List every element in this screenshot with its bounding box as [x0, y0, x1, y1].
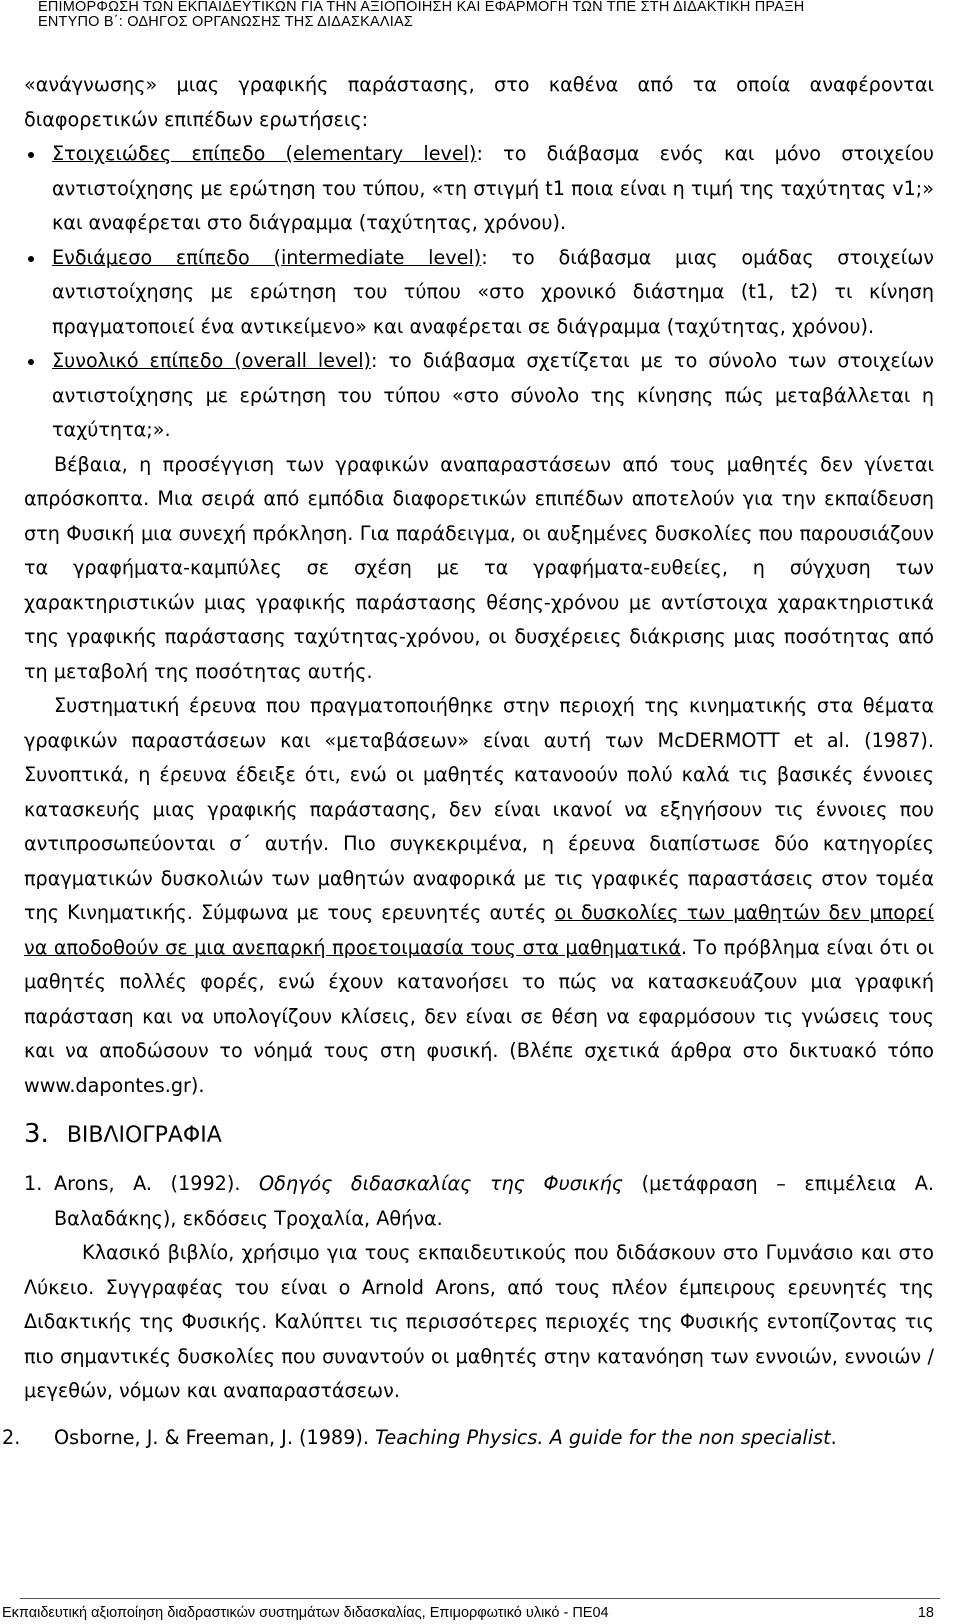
header-line-2: ΕΝΤΥΠΟ Β΄: ΟΔΗΓΟΣ ΟΡΓΑΝΩΣΗΣ ΤΗΣ ΔΙΔΑΣΚΑΛΙΑΣ — [38, 14, 413, 30]
footer-divider — [20, 1598, 940, 1599]
reference-details: . — [830, 1425, 837, 1449]
list-item-term: Στοιχειώδες επίπεδο (elementary level) — [52, 142, 477, 165]
list-item-term: Συνολικό επίπεδο (overall level) — [52, 349, 372, 372]
page-footer — [2, 1604, 952, 1622]
reference-body — [54, 1421, 934, 1456]
paragraph-text: Συστηματική έρευνα που πραγματοποιήθηκε στην περιοχή της κινηματικής στα θέματα γραφικών παραστάσεων και «μεταβάσεων» είναι αυτή των McDERMOTT et al. (1987). Συνοπτικά, η έρευνα έδειξε ότι, ενώ οι μαθητές κατανοούν πολύ καλά τις βασικές έννοιες κατασκευής μιας γραφικής παράστασης, δεν είναι ικανοί να εξηγήσουν τις έννοιες που αντιπροσωπεύονται σ΄ αυτήν. Πιο συγκεκριμένα, η έρευνα διαπίστωσε δύο κατηγορίες πραγματικών δυσκολιών των μαθητών αναφορικά με τις γραφικές παραστάσεις στον τομέα της Κινηματικής. Σύμφωνα με τους ερευνητές αυτές — [24, 694, 934, 924]
list-item-text: : το διάβασμα σχετίζεται με το σύνολο των στοιχείων αντιστοίχησης με ερώτηση του τύπου «στο σύνολο της κίνησης πώς μεταβάλλεται η ταχύτητα;». — [52, 349, 935, 441]
reference-note: Κλασικό βιβλίο, χρήσιμο για τους εκπαιδευτικούς που διδάσκουν στο Γυμνάσιο και στο Λύκειο. Συγγραφέας του είναι ο Arnold Arons, από τους πλέον έμπειρους ερευνητές της Διδακτικής της Φυσικής. Καλύπτει τις περισσότερες περιοχές της Φυσικής εντοπίζοντας τις πιο σημαντικές δυσκολίες που συναντούν οι μαθητές στην κατανόηση των εννοιών, εννοιών / μεγεθών, νόμων και αναπαραστάσεων. — [24, 1241, 934, 1402]
header-line-1: ΕΠΙΜΟΡΦΩΣΗ ΤΩΝ ΕΚΠΑΙΔΕΥΤΙΚΩΝ ΓΙΑ ΤΗΝ ΑΞΙΟΠΟΙΗΣΗ ΚΑΙ ΕΦΑΡΜΟΓΗ ΤΩΝ ΤΠΕ ΣΤΗ ΔΙΔΑΚΤΙΚΗ ΠΡΑΞΗ — [38, 0, 805, 15]
reference-number: 2. — [2, 1425, 21, 1449]
reference-title: Teaching Physics. A guide for the non specialist — [375, 1425, 831, 1449]
paragraph-text: . Το πρόβλημα είναι ότι οι μαθητές πολλές φορές, ενώ έχουν κατανοήσει το πώς να κατασκευάζουν μια γραφική παράσταση και να υπολογίζουν κλίσεις, δεν είναι σε θέση να εφαρμόσουν τις γνώσεις τους και να αποδώσουν το νόημά τους στη φυσική. (Βλέπε σχετικά άρθρα στο δικτυακό τόπο www.dapontes.gr). — [24, 935, 934, 1097]
list-item — [24, 241, 934, 345]
list-item — [24, 137, 934, 241]
reference-details: (μετάφραση – επιμέλεια Α. Βαλαδάκης), εκδόσεις Τροχαλία, Αθήνα. — [54, 1172, 934, 1230]
reference-item — [24, 1167, 934, 1409]
body-paragraph-1: Βέβαια, η προσέγγιση των γραφικών αναπαραστάσεων από τους μαθητές δεν γίνεται απρόσκοπτα. Μια σειρά από εμπόδια διαφορετικών επιπέδων αποτελούν για την εκπαίδευση στη Φυσική μια συνεχή πρόκληση. Για παράδειγμα, οι αυξημένες δυσκολίες που παρουσιάζουν τα γραφήματα-καμπύλες σε σχέση με τα γραφήματα-ευθείες, η σύγχυση των χαρακτηριστικών μιας γραφικής παράστασης θέσης-χρόνου με αντίστοιχα χαρακτηριστικά της γραφικής παράστασης ταχύτητας-χρόνου, οι δυσχέρειες διάκρισης μιας ποσότητας από τη μεταβολή της ποσότητας αυτής. — [24, 452, 934, 683]
list-item-text: : το διάβασμα ενός και μόνο στοιχείου αντιστοίχησης με ερώτηση του τύπου, «τη στιγμή t1 ποια είναι η τιμή της ταχύτητας v1;» και αναφέρεται στο διάγραμμα (ταχύτητας, χρόνου). — [52, 142, 934, 234]
reference-title: Οδηγός διδασκαλίας της Φυσικής — [259, 1172, 624, 1195]
body-paragraph-2 — [24, 689, 934, 1103]
footer-text: Εκπαιδευτική αξιοποίηση διαδραστικών συστημάτων διδασκαλίας, Επιμορφωτικό υλικό - ΠΕ04 — [2, 1605, 609, 1621]
levels-list — [24, 137, 934, 448]
section-heading — [24, 1117, 934, 1153]
reference-body — [24, 1167, 934, 1409]
reference-item — [2, 1421, 934, 1456]
section-title: ΒΙΒΛΙΟΓΡΑΦΙΑ — [66, 1123, 222, 1148]
underlined-statement: οι δυσκολίες των μαθητών δεν μπορεί να αποδοθούν σε μια ανεπαρκή προετοιμασία τους στα μαθηματικά — [24, 901, 935, 959]
reference-number: 1. — [24, 1172, 43, 1195]
intro-paragraph: «ανάγνωσης» μιας γραφικής παράστασης, στο καθένα από τα οποία αναφέρονται διαφορετικών επιπέδων ερωτήσεις: — [24, 73, 934, 131]
page-number: 18 — [917, 1605, 934, 1621]
list-item-term: Ενδιάμεσο επίπεδο (intermediate level) — [52, 245, 482, 269]
page-body — [2, 68, 935, 1455]
running-header — [38, 0, 938, 30]
reference-author: Arons, A. (1992). — [54, 1172, 260, 1195]
list-item — [24, 344, 934, 448]
list-item-text: : το διάβασμα μιας ομάδας στοιχείων αντιστοίχησης με ερώτηση του τύπου «στο χρονικό διάστημα (t1, t2) τι κίνηση πραγματοποιεί ένα αντικείμενο» και αναφέρεται σε διάγραμμα (ταχύτητας, χρόνου). — [52, 245, 934, 338]
section-number: 3. — [24, 1119, 49, 1149]
reference-author: Osborne, J. & Freeman, J. (1989). — [54, 1425, 376, 1449]
